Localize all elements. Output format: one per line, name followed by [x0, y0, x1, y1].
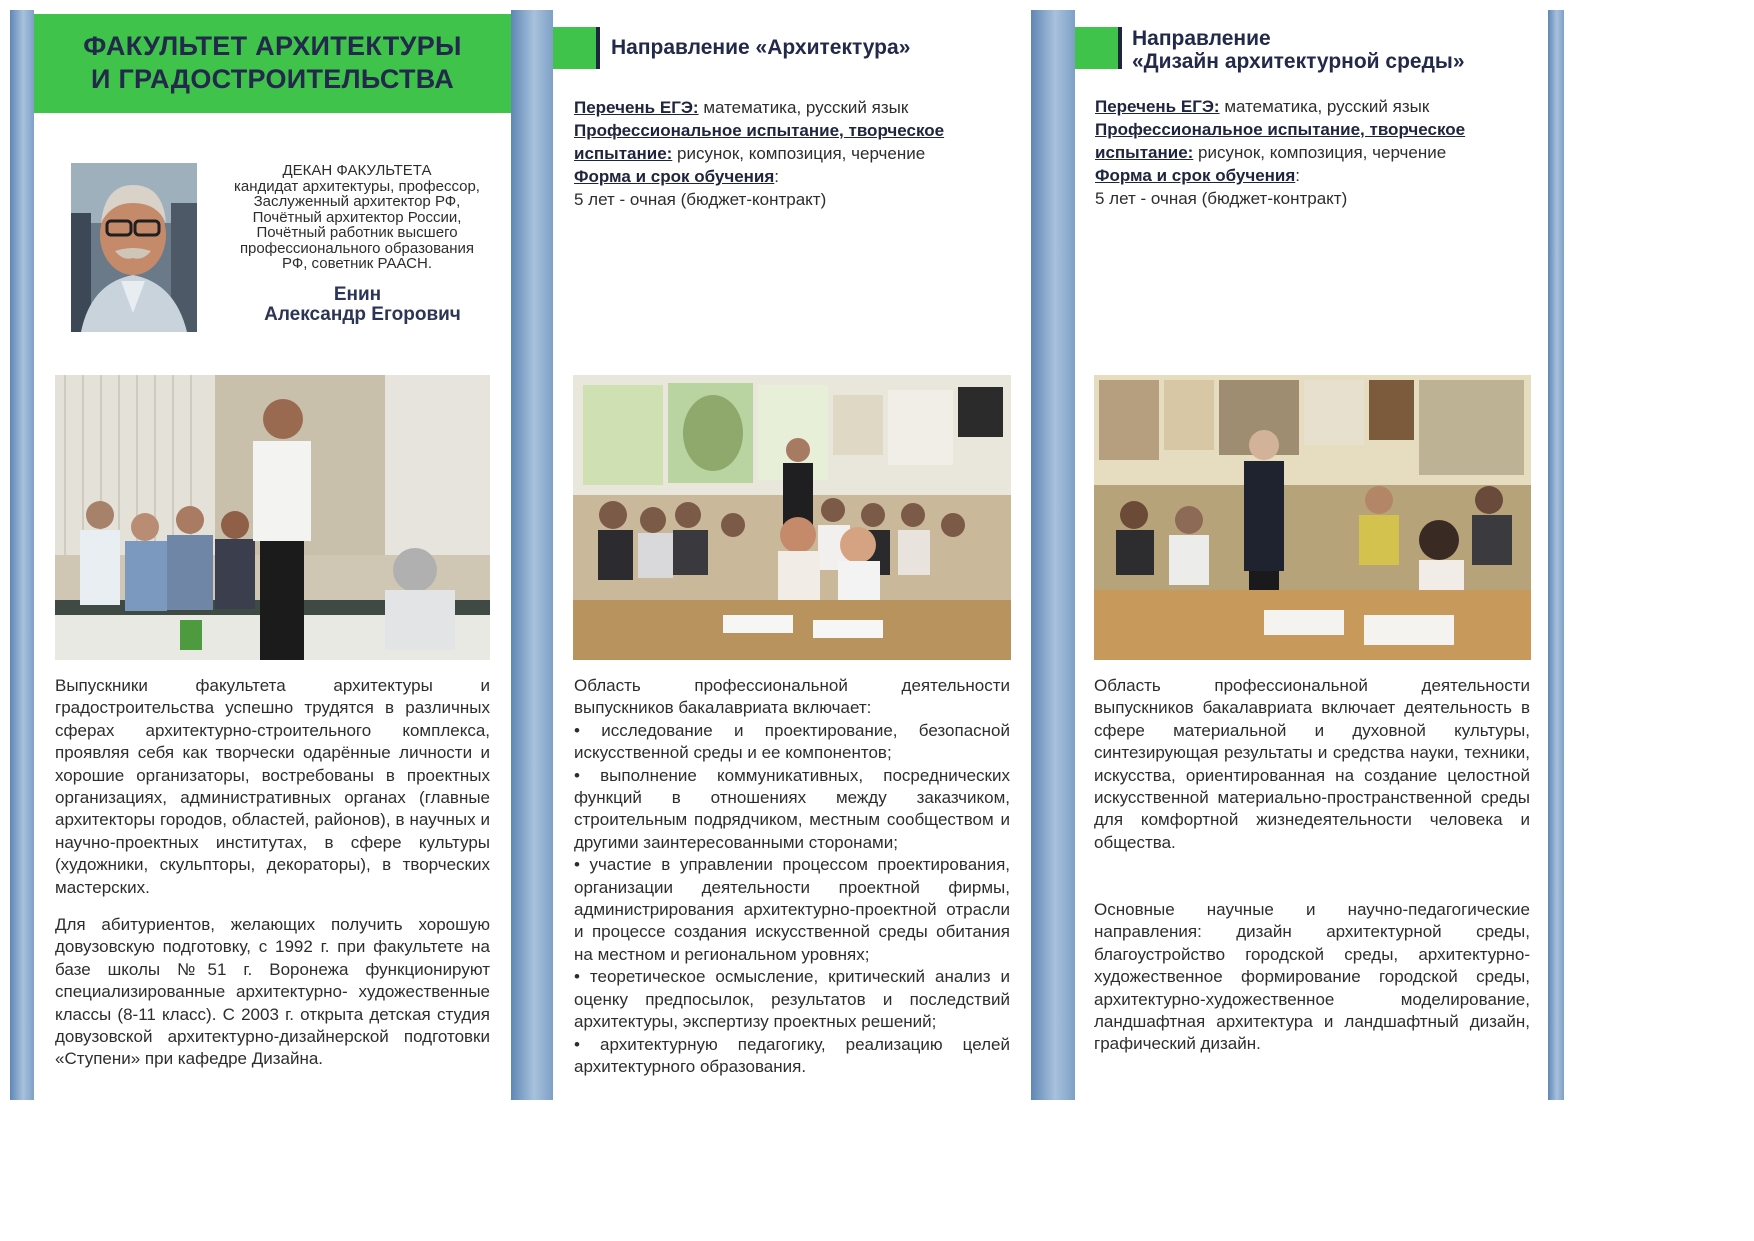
dean-title-line: Почётный архитектор России,: [252, 208, 462, 226]
design-accent: [1075, 27, 1118, 69]
dean-title-line: РФ, советник РААСН.: [281, 255, 432, 272]
dean-surname: Енин: [333, 284, 382, 305]
design-classroom-photo: [1094, 375, 1531, 660]
faculty-title: [34, 30, 511, 96]
architecture-accent-line: [596, 27, 600, 69]
faculty-title-line1: ФАКУЛЬТЕТ АРХИТЕКТУРЫ: [83, 31, 462, 61]
exam-label: испытание:: [574, 144, 673, 163]
design-paragraph-1: Область профессиональной деятельности выпускников бакалавриата включает деятельность в сфере материальной и духовной культуры, синтезирующая результаты и средства науки, техники, искусства, ориентированная на создание целостной искусственной материально-пространственной среды для комфортной жизнедеятельности человека и общества.: [1094, 676, 1530, 852]
blue-strip-right: [1548, 10, 1564, 1100]
meeting-photo: [55, 375, 490, 660]
faculty-paragraph-2: Для абитуриентов, желающих получить хорошую довузовскую подготовку, с 1992 г. при факультете на базе школы №51 г. Воронежа функционируют специализированные архитектурно- художественные классы (8-11 класс). С 2003 г. открыта детская студия довузовской архитектурно-дизайнерской подготовки «Ступени» при кафедре Дизайна.: [55, 915, 490, 1069]
list-item: • исследование и проектирование, безопасной искусственной среды и ее компонентов;: [574, 720, 1010, 763]
architecture-intro: Область профессиональной деятельности выпускников бакалавриата включает:: [574, 676, 1010, 718]
ege-label: Перечень ЕГЭ:: [1095, 97, 1220, 116]
ege-value: математика, русский язык: [698, 98, 909, 117]
list-item: • участие в управлении процессом проектирования, организации деятельности проектной фирмы, администрирования архитектурно-проектной отрасли и процессе создания искусственной среды обитания на местном и региональном уровнях;: [574, 855, 1010, 964]
architecture-requirements: [574, 96, 1014, 211]
design-title: [1132, 27, 1542, 73]
exam-label: испытание:: [1095, 143, 1194, 162]
architecture-title: Направление «Архитектура»: [611, 36, 911, 59]
list-item: • выполнение коммуникативных, посреднических функций в отношениях между заказчиком, строительным подрядчиком, местным сообществом и другими заинтересованными сторонами;: [574, 765, 1010, 852]
exam-value: рисунок, композиция, черчение: [1193, 143, 1447, 162]
form-colon: :: [774, 167, 780, 186]
ege-value: математика, русский язык: [1219, 97, 1430, 116]
faculty-title-line2: И ГРАДОСТРОИТЕЛЬСТВА: [90, 64, 455, 94]
ege-label: Перечень ЕГЭ:: [574, 98, 699, 117]
blue-strip-left: [10, 10, 34, 1100]
architecture-description: [574, 675, 1010, 1078]
blue-strip-middle-1: [511, 10, 553, 1100]
form-colon: :: [1295, 166, 1301, 185]
form-label: Форма и срок обучения: [574, 167, 775, 186]
design-requirements: [1095, 95, 1535, 210]
form-label: Форма и срок обучения: [1095, 166, 1296, 185]
faculty-paragraph-1: Выпускники факультета архитектуры и градостроительства успешно трудятся в различных сферах архитектурно-строительного комплекса, проявляя себя как творчески одарённые личности и хорошие организаторы, востребованы в проектных организациях, административных органах (главные архитекторы городов, областей, районов), в научных и научно-проектных институтах, в сфере культуры (художники, скульпторы, декораторы), в творческих мастерских.: [55, 676, 490, 897]
dean-portrait: [71, 163, 197, 332]
dean-title-line: Заслуженный архитектор РФ,: [253, 193, 461, 210]
list-item: • теоретическое осмысление, критический анализ и оценку предпосылок, результатов и последствий архитектуры, экспертизу проектных решений;: [574, 967, 1010, 1032]
blue-strip-middle-2: [1031, 10, 1075, 1100]
list-item: • архитектурную педагогику, реализацию целей архитектурного образования.: [574, 1034, 1010, 1076]
form-value: 5 лет - очная (бюджет-контракт): [1095, 189, 1348, 208]
architecture-accent: [553, 27, 596, 69]
design-paragraph-2: Основные научные и научно-педагогические направления: дизайн архитектурной среды, благоустройство городской среды, архитектурно-художественное формирование городской среды, архитектурно-художественное моделирование, ландшафтная архитектура и ландшафтный дизайн, графический дизайн.: [1094, 900, 1530, 1054]
exam-label: Профессиональное испытание, творческое: [574, 121, 945, 140]
design-title-line1: Направление: [1132, 27, 1271, 50]
dean-title-line: Почётный работник высшего: [256, 224, 458, 241]
design-title-line2: «Дизайн архитектурной среды»: [1132, 50, 1465, 73]
dean-heading: ДЕКАН ФАКУЛЬТЕТА: [282, 162, 432, 179]
form-value: 5 лет - очная (бюджет-контракт): [574, 190, 827, 209]
dean-given-names: Александр Егорович: [264, 304, 461, 325]
dean-titles: [212, 163, 502, 272]
exam-label: Профессиональное испытание, творческое: [1095, 120, 1466, 139]
architecture-classroom-photo: [573, 375, 1011, 660]
exam-value: рисунок, композиция, черчение: [672, 144, 926, 163]
design-accent-line: [1118, 27, 1122, 69]
dean-title-line: профессионального образования: [239, 239, 475, 257]
dean-title-line: кандидат архитектуры, профессор,: [234, 177, 480, 195]
